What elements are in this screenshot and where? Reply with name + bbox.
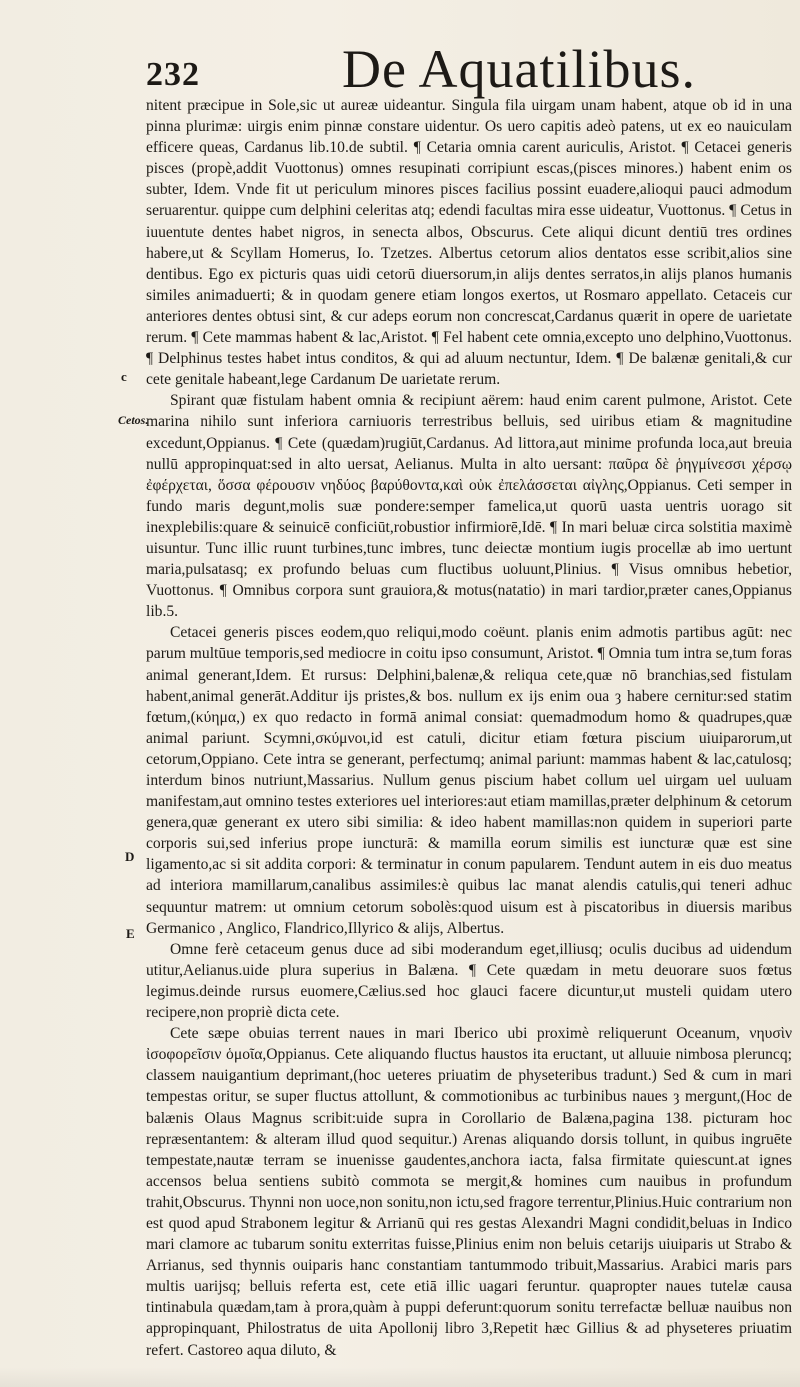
- paragraph-5: Cete sæpe obuias terrent naues in mari Iberico ubi proximè reliquerunt Oceanum, νηυσὶν ἰσοφορεῖσιν ὁμοῖα,Oppianus. Cete aliquando fluctus haustos ita eructant, ut alluuie nimbosa pleruncq; classem nauigantium deprimant,(hoc ueteres priuatim de physeteribus tradunt.) Sed & cum in mari tempestas oritur, se super fluctus attollunt, & commotionibus ac turbinibus naues ȝ mergunt,(Hoc de balænis Olaus Magnus scribit:uide supra in Corollario de Balæna,pagina 138. picturam hoc repræsentantem: & alteram illud quod sequitur.) Arenas aliquando dorsis tollunt, in quibus ingruēte tempestate,nautæ terram se inuenisse gaudentes,anchora iacta, falsa firmitate quiescunt.at ignes accensos belua sentiens subitò commota se mergit,& homines cum nauibus in profundum trahit,Obscurus. Thynni non uoce,non sonitu,non ictu,sed fragore terrentur,Plinius.Huic contrarium non est quod apud Strabonem legitur & Arrianū qui res gestas Alexandri Magni condidit,beluas in Indico mari clamore ac tubarum sonitu exterritas fuisse,Plinius enim non beluis cetarijs uiuiparis ut Strabo & Arrianus, sed thynnis ouiparis hanc constantiam tantummodo tribuit,Massarius. Arabici maris pars multis uarijsq; belluis referta est, cete etiā illic uagari feruntur. quapropter naues tutelæ causa tintinabula quædam,tam à prora,quàm à puppi deferunt:quorum sonitu terrefactæ belluæ nauibus non appropinquant, Philostratus de uita Apollonij libro 3,Repetit hæc Gillius & ad physeteres priuatim refert. Castoreo aqua diluto, &: [146, 1025, 792, 1359]
- paragraph-4: Omne ferè cetaceum genus duce ad sibi moderandum eget,illiusq; oculis ducibus ad uidendum utitur,Aelianus.uide plura superius in Balæna. ¶ Cete quædam in metu deuorare suos fœtus legimus.deinde rursus euomere,Cælius.sed hoc glauci facere dicuntur,ut musteli quidam utero recipere,non propriè dicta cete.: [146, 940, 792, 1022]
- margin-letter-d: D: [125, 849, 135, 864]
- margin-letter-e: E: [126, 926, 135, 941]
- body-text: [146, 95, 792, 1385]
- paragraph-1: nitent præcipue in Sole,sic ut aureæ uideantur. Singula fila uirgam unam habent, atque ob id in una pinna plurimæ: uirgis enim pinnæ constare uidentur. Os uero capitis adeò patens, ut ex eo nauiculam efficere queas, Cardanus lib.10.de subtil. ¶ Cetaria omnia carent auriculis, Aristot. ¶ Cetacei generis pisces (propè,addit Vuottonus) omnes resupinati corripiunt escas,(pisces minores.) habent enim os subter, Idem. Vnde fit ut periculum minores pisces facilius possint euadere,alioqui pauci admodum seruarentur. quippe cum delphini celeritas atq; edendi facultas mira esse uideatur, Vuottonus. ¶ Cetus in iuuentute dentes habet nigros, in senecta albos, Obscurus. Cete aliqui dicunt dentiū tres ordines habere,ut & Scyllam Homerus, Io. Tzetzes. Albertus cetorum alios dentatos esse scribit,alios sine dentibus. Ego ex picturis quas uidi cetorū diuersorum,in alijs dentes serratos,in alijs planos humanis similes animaduerti; & in quodam genere etiam longos exertos, ut Rosmaro appellato. Cetaceis cur anteriores dentes obtusi sint, & cur adeps eorum non concrescat,Cardanus quærit in opere de uarietate rerum. ¶ Cete mammas habent & lac,Aristot. ¶ Fel habent cete omnia,excepto uno delphino,Vuottonus. ¶ Delphinus testes habet intus conditos, & qui ad aluum nectuntur, Idem. ¶ De balænæ genitali,& cur cete genitale habeant,lege Cardanum De uarietate rerum.: [146, 97, 792, 389]
- margin-letter-c: c: [121, 369, 127, 384]
- page-edge-shadow: [0, 1367, 800, 1387]
- running-title: De Aquatilibus.: [342, 39, 696, 99]
- page-header: [146, 38, 766, 98]
- paragraph-3: Cetacei generis pisces eodem,quo reliqui,modo coëunt. planis enim admotis partibus agūt: nec parum multūue temporis,sed mediocre in coitu ipso consumunt, Aristot. ¶ Omnia tum intra se,tum foras animal generant,Idem. Et rursus: Delphini,balenæ,& reliqua cete,quæ nō branchias,sed fistulam habent,animal generāt.Additur ijs pristes,& bos. nullum ex ijs enim oua ȝ habere cernitur:sed statim fœtum,(κύημα,) ex quo redacto in formā animal consiat: quemadmodum homo & quadrupes,quæ animal pariunt. Scymni,σκύμνοι,id est catuli, dicitur etiam fœtura piscium uiuiparorum,ut cetorum,Oppiano. Cete intra se generant, perfectumq; animal pariunt: mammas habent & lac,catulosq; interdum binos nutriunt,Massarius. Nullum genus piscium habet collum uel uirgam uel uuluam manifestam,aut omnino testes exteriores uel interiores:aut etiam mamillas,præter delphinum & cetorum genera,quæ generant ex utero sibi similia: & ideo habent mamillas:non quidem in superiori parte corporis sui,sed inferius prope iuncturā: & mamilla eorum similis est iuncturæ quæ est sine ligamento,ac si sit addita corpori: & terminatur in conum papularem. Tendunt autem in eis duo meatus ad interiora mamillarum,canalibus assimiles:è quibus lac manat alendis catulis,qui teneri adhuc sequuntur matrem: ut omnium cetorum sobolès:quod uisum est à piscatoribus in diuersis maribus Germanico , Anglico, Flandrico,Illyrico & alijs, Albertus.: [146, 624, 792, 937]
- margin-note-cetos: Cetos.: [118, 413, 149, 427]
- paragraph-2: Spirant quæ fistulam habent omnia & recipiunt aërem: haud enim carent pulmone, Aristot. Cete marina nihilo sunt inferiora carniuoris terrestribus belluis, sed uiribus etiam & magnitudine excedunt,Oppianus. ¶ Cete (quædam)rugiūt,Cardanus. Ad littora,aut minime profunda loca,aut breuia nullū appropinquat:sed in alto uersat, Aelianus. Multa in alto uersant: παῦρα δὲ ῥηγμίνεσσι χέρσῳ ἐφέρχεται, ὅσσα φέρουσιν νηδύος βαρύθοντα,καὶ οὐκ ἐπελάσσεται αἰγλης,Oppianus. Ceti semper in fundo maris degunt,molis suæ pondere:semper famelica,ut quorū uasta uentris uorago sit inexplebilis:quare & seinuicē conficiūt,robustior infirmiorē,Idē. ¶ In mari beluæ circa solstitia maximè uisuntur. Tunc illic ruunt turbines,tunc imbres, tunc deiectæ montium iugis procellæ ab imo uertunt maria,pulsatasq; ex profundo beluas cum fluctibus uoluunt,Plinius. ¶ Visus omnibus hebetior, Vuottonus. ¶ Omnibus corpora sunt grauiora,& motus(natatio) in mari tardior,præter canes,Oppianus lib.5.: [146, 392, 792, 621]
- page-number: 232: [146, 56, 200, 93]
